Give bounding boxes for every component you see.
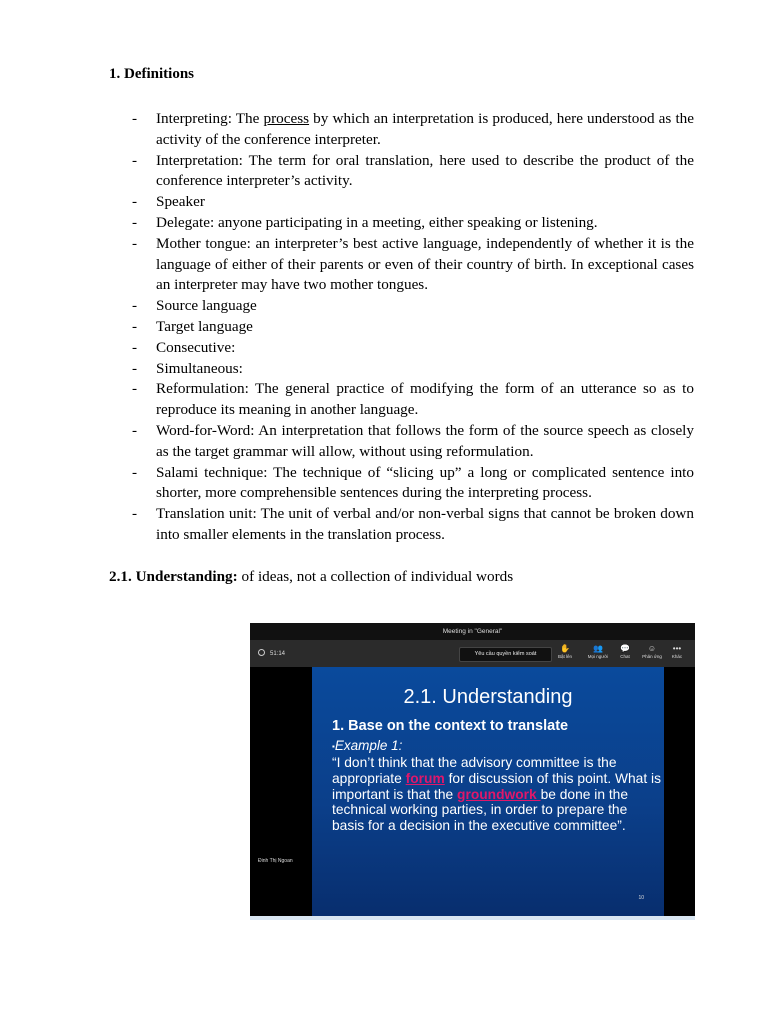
meeting-toolbar — [250, 640, 695, 667]
definition-text: Translation unit: The unit of verbal and/or non-verbal signs that cannot be broken down into smaller elements in the translation process. — [156, 505, 694, 543]
definitions-list — [129, 109, 694, 546]
definition-text-rest: by which an interpretation is produced, here understood as the activity of the conference interpreter. — [156, 110, 695, 148]
dash-marker: - — [132, 338, 138, 356]
chat-label: Chat — [620, 654, 630, 659]
window-title: Meeting in "General" — [250, 623, 695, 640]
more-button[interactable] — [666, 644, 688, 659]
reactions-label: Phản ứng — [642, 654, 662, 659]
dash-marker: - — [132, 234, 138, 252]
highlight-groundwork: groundwork — [457, 786, 541, 802]
quote-part: for discussion of this point. What is important is that the — [332, 770, 661, 802]
definition-item — [129, 338, 694, 359]
definition-item — [129, 504, 694, 546]
timer-text: 51:14 — [270, 651, 286, 657]
definition-text: Consecutive: — [156, 338, 236, 356]
subsection-heading — [109, 568, 513, 586]
definition-text: Target language — [156, 317, 253, 335]
slide-heading: 1. Base on the context to translate — [332, 718, 569, 734]
meeting-timer — [258, 649, 285, 657]
taskbar-strip — [250, 916, 695, 920]
shield-icon — [258, 649, 265, 656]
chat-icon: 💬 — [620, 644, 630, 653]
definition-item — [129, 151, 694, 193]
section-heading: 1. Definitions — [109, 66, 195, 82]
request-control-button[interactable]: Yêu cầu quyền kiểm soát — [459, 647, 552, 662]
more-label: Khác — [671, 654, 683, 659]
shared-screen — [250, 667, 695, 916]
highlight-forum: forum — [405, 770, 445, 786]
definition-item — [129, 359, 694, 380]
presentation-slide — [312, 667, 664, 916]
subsection-title: 2.1. Understanding: — [109, 568, 238, 585]
bullet-square-icon: ▪ — [332, 742, 335, 751]
participant-name: Đinh Thị Ngoan — [258, 858, 293, 864]
more-icon: ••• — [672, 644, 682, 653]
definition-text: Simultaneous: — [156, 359, 243, 377]
quote-part: be done in the technical working parties, in order to prepare the basis for a decision in the executive committee”. — [332, 786, 629, 834]
definition-item — [129, 379, 694, 421]
definition-text: Source language — [156, 297, 257, 315]
quote-part: “I don’t think that the advisory committee is the appropriate — [332, 755, 617, 786]
dash-marker: - — [132, 463, 138, 481]
definition-text: Reformulation: The general practice of modifying the form of an utterance so as to reproduce its meaning in another language. — [156, 380, 694, 419]
definition-item — [129, 421, 694, 463]
dash-marker: - — [132, 421, 138, 439]
definition-text: Speaker — [156, 193, 205, 211]
definition-text: Interpreting: The — [156, 110, 264, 127]
slide-page-number: 10 — [638, 895, 644, 901]
dash-marker: - — [132, 151, 138, 169]
subsection-text: of ideas, not a collection of individual words — [237, 568, 514, 585]
slide-title: 2.1. Understanding — [403, 686, 573, 708]
slide-example — [332, 738, 402, 753]
definition-text: Delegate: anyone participating in a meeting, either speaking or listening. — [156, 213, 598, 231]
meeting-screenshot — [250, 623, 695, 920]
definition-text: Interpretation: The term for oral translation, here used to describe the product of the conference interpreter’s activity. — [156, 151, 694, 190]
definition-text: Salami technique: The technique of “slicing up” a long or complicated sentence into shorter, more comprehensible sentences during the interpreting process. — [156, 463, 694, 502]
reactions-button[interactable] — [641, 644, 663, 659]
dash-marker: - — [132, 505, 138, 523]
dash-marker: - — [132, 213, 138, 231]
dash-marker: - — [132, 317, 138, 335]
dash-marker: - — [132, 110, 138, 127]
definition-item — [129, 234, 694, 296]
people-icon: 👥 — [593, 644, 603, 653]
dash-marker: - — [132, 297, 138, 315]
dash-marker: - — [132, 193, 138, 211]
chat-button[interactable] — [614, 644, 636, 659]
raise-hand-label: Bật lên — [557, 654, 572, 659]
definition-item — [129, 192, 694, 213]
raise-hand-button[interactable] — [554, 644, 576, 659]
slide-quote — [332, 755, 662, 834]
definition-item — [129, 109, 694, 151]
definition-text: Mother tongue: an interpreter’s best active language, independently of whether it is the language of either of their parents or even of their country of birth. In exceptional cases an interpreter may have two mother tongues. — [156, 234, 694, 294]
definition-link[interactable]: process — [263, 110, 310, 127]
dash-marker: - — [132, 359, 138, 377]
people-label: Mọi người — [587, 654, 609, 659]
definition-text: Word-for-Word: An interpretation that follows the form of the source speech as closely as the target grammar will allow, without using reformulation. — [156, 421, 694, 460]
example-label: Example 1: — [334, 738, 403, 753]
people-button[interactable] — [587, 644, 609, 659]
definition-item — [129, 317, 694, 338]
raise-hand-icon: ✋ — [560, 644, 570, 653]
definition-item — [129, 463, 694, 505]
dash-marker: - — [132, 380, 138, 398]
definition-item — [129, 213, 694, 234]
reactions-icon: ☺ — [647, 644, 657, 653]
definition-item — [129, 296, 694, 317]
